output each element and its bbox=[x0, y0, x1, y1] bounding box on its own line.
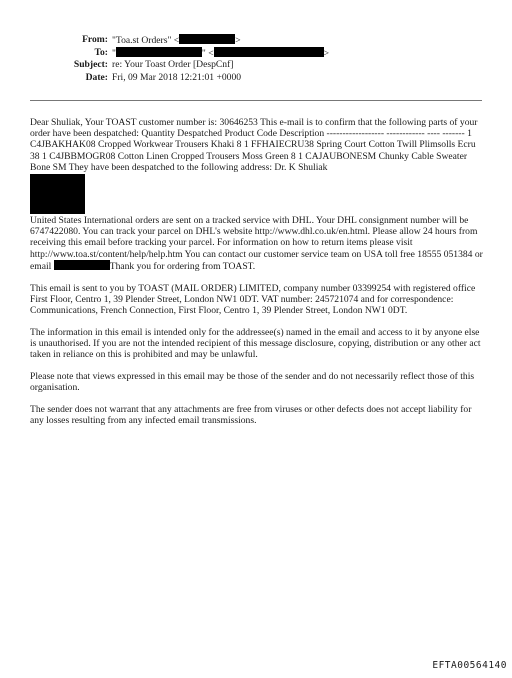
header-divider bbox=[30, 100, 482, 101]
to-tail: > bbox=[323, 47, 330, 59]
to-label: To: bbox=[94, 46, 108, 58]
to-row bbox=[0, 47, 512, 60]
document-id: EFTA00564140 bbox=[432, 660, 507, 671]
views-paragraph: Please note that views expressed in this email may be those of the sender and do not necessarily reflect those of this organisation. bbox=[30, 371, 475, 394]
email-body bbox=[30, 117, 485, 437]
from-value bbox=[112, 34, 241, 48]
to-mid: " < bbox=[201, 47, 214, 59]
email-redaction bbox=[54, 260, 110, 270]
order-paragraph bbox=[30, 117, 485, 272]
subject-value: re: Your Toast Order [DespCnf] bbox=[112, 59, 234, 71]
redaction-bar bbox=[116, 47, 202, 57]
subject-label: Subject: bbox=[73, 59, 108, 71]
to-value bbox=[112, 47, 329, 61]
warranty-paragraph: The sender does not warrant that any attachments are free from viruses or other defects does not accept liability for any losses resulting from any infected email transmissions. bbox=[30, 404, 472, 427]
date-row bbox=[0, 72, 512, 85]
redaction-bar bbox=[214, 47, 324, 57]
address-redaction bbox=[30, 174, 85, 214]
confidentiality-paragraph: The information in this email is intended only for the addressee(s) named in the email and access to it by anyone else is unauthorised. If you are not the intended recipient of this message disclosure, copying, distribution or any other act taken in reliance on this is prohibited and may be unlawful. bbox=[30, 326, 481, 361]
order-text: Dear Shuliak, Your TOAST customer number is: 30646253 This e-mail is to confirm that the following parts of your order have been despatched: Quantity Despatched Product Code Description ------------------ ------------ ---- ------- 1 C4JBAKHAK08 Cropped Workwear Trousers Khaki 8 1 FFHAIECRU38 Spring Court Cotton Twill Plimsolls Ecru 38 1 C4JBBMOGR08 Cotton Linen Cropped Trousers Moss Green 8 1 CAJAUBONESM Chunky Cable Sweater Bone SM They have been despatched to the following address: Dr. K Shuliak bbox=[30, 117, 478, 173]
shipping-text: United States International orders are sent on a tracked service with DHL. Your DHL consignment number will be 6747422080. You can track your parcel on DHL's website http://www.dhl.co.uk/en.html. Please allow 24 hours from receiving this email before tracking your parcel. For information on how to return items please visit http://www.toa.st/content/help/help.htm You can contact our customer service team on USA toll free 18555 051384 or email bbox=[30, 215, 483, 272]
thanks-text: Thank you for ordering from TOAST. bbox=[109, 260, 256, 272]
from-label: From: bbox=[82, 34, 108, 45]
to-text: " bbox=[112, 47, 116, 59]
date-label: Date: bbox=[85, 71, 108, 83]
from-tail: > bbox=[235, 35, 241, 46]
redaction-bar bbox=[179, 34, 235, 44]
date-value: Fri, 09 Mar 2018 12:21:01 +0000 bbox=[112, 71, 242, 83]
email-header bbox=[0, 34, 512, 84]
from-text: "Toa.st Orders" < bbox=[112, 35, 180, 46]
subject-row bbox=[0, 59, 512, 72]
company-paragraph: This email is sent to you by TOAST (MAIL ORDER) LIMITED, company number 03399254 with registered office First Floor, Centro 1, 39 Plender Street, London NW1 0DT. VAT number: 245721074 and for correspondence: Communications, French Connection, First Floor, Centro 1, 39 Plender Street, London NW1 0DT. bbox=[30, 282, 476, 317]
from-row bbox=[0, 34, 512, 47]
